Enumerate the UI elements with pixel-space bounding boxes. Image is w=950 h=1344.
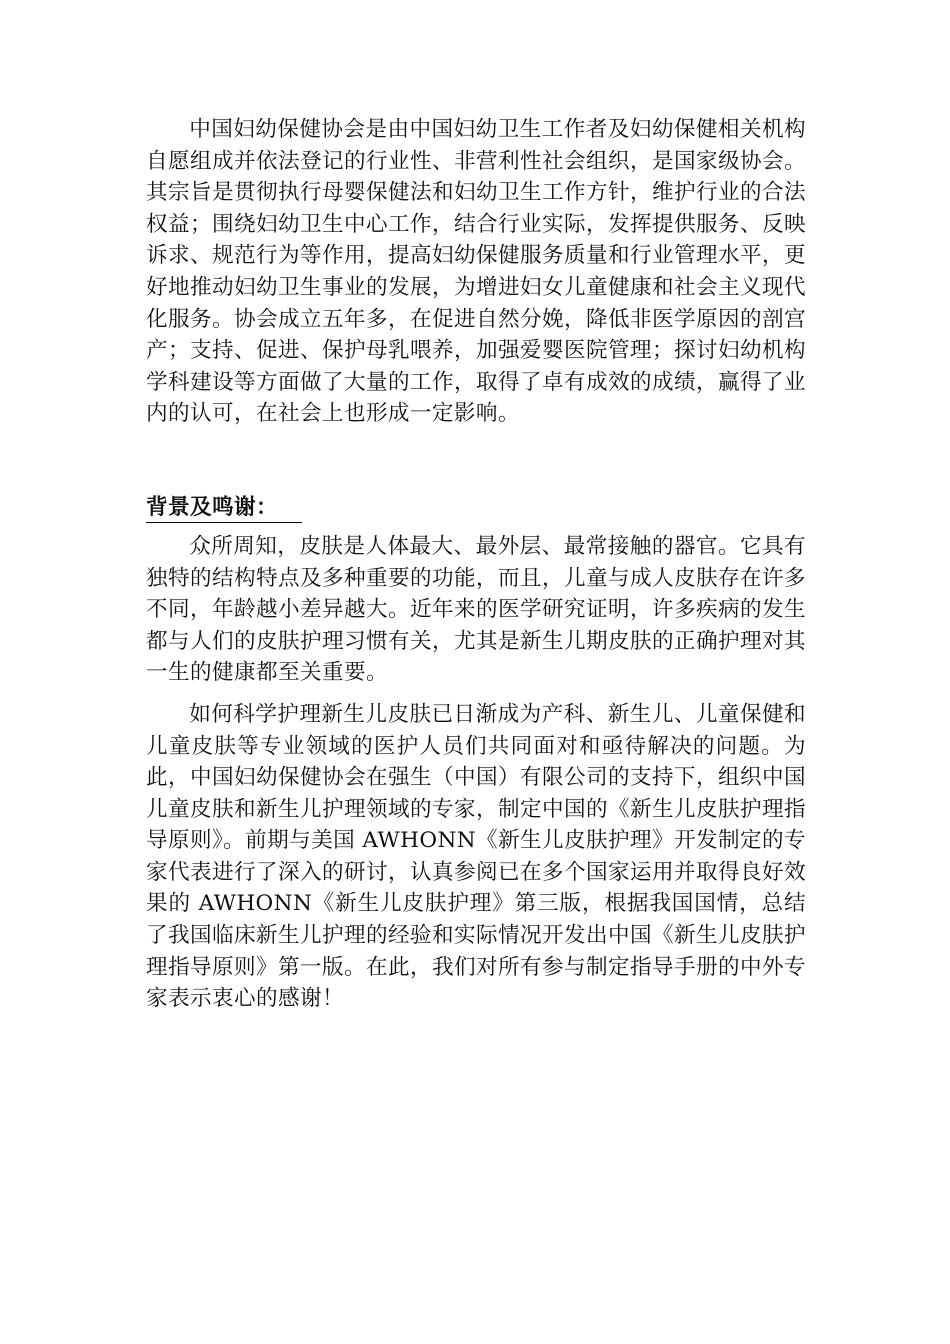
background-section (146, 494, 806, 1015)
section-heading: 背景及鸣谢： (146, 494, 302, 523)
background-paragraph-2: 如何科学护理新生儿皮肤已日渐成为产科、新生儿、儿童保健和儿童皮肤等专业领域的医护人员们共同面对和亟待解决的问题。为此，中国妇幼保健协会在强生（中国）有限公司的支持下，组织中国儿童皮肤和新生儿护理领域的专家，制定中国的《新生儿皮肤护理指导原则》。前期与美国 AWHONN《新生儿皮肤护理》开发制定的专家代表进行了深入的研讨，认真参阅已在多个国家运用并取得良好效果的 AWHONN《新生儿皮肤护理》第三版，根据我国国情，总结了我国临床新生儿护理的经验和实际情况开发出中国《新生儿皮肤护理指导原则》第一版。在此，我们对所有参与制定指导手册的中外专家表示衷心的感谢！ (146, 701, 806, 1012)
intro-paragraph: 中国妇幼保健协会是由中国妇幼卫生工作者及妇幼保健相关机构自愿组成并依法登记的行业性、非营利性社会组织，是国家级协会。其宗旨是贯彻执行母婴保健法和妇幼卫生工作方针，维护行业的合法权益；围绕妇幼卫生中心工作，结合行业实际，发挥提供服务、反映诉求、规范行为等作用，提高妇幼保健服务质量和行业管理水平，更好地推动妇幼卫生事业的发展，为增进妇女儿童健康和社会主义现代化服务。协会成立五年多，在促进自然分娩，降低非医学原因的剖宫产；支持、促进、保护母乳喂养，加强爱婴医院管理；探讨妇幼机构学科建设等方面做了大量的工作，取得了卓有成效的成绩，赢得了业内的认可，在社会上也形成一定影响。 (146, 117, 806, 427)
document-page (146, 114, 806, 1015)
background-paragraph-1: 众所周知，皮肤是人体最大、最外层、最常接触的器官。它具有独特的结构特点及多种重要的功能，而且，儿童与成人皮肤存在许多不同，年龄越小差异越大。近年来的医学研究证明，许多疾病的发生都与人们的皮肤护理习惯有关，尤其是新生儿期皮肤的正确护理对其一生的健康都至关重要。 (146, 533, 806, 686)
